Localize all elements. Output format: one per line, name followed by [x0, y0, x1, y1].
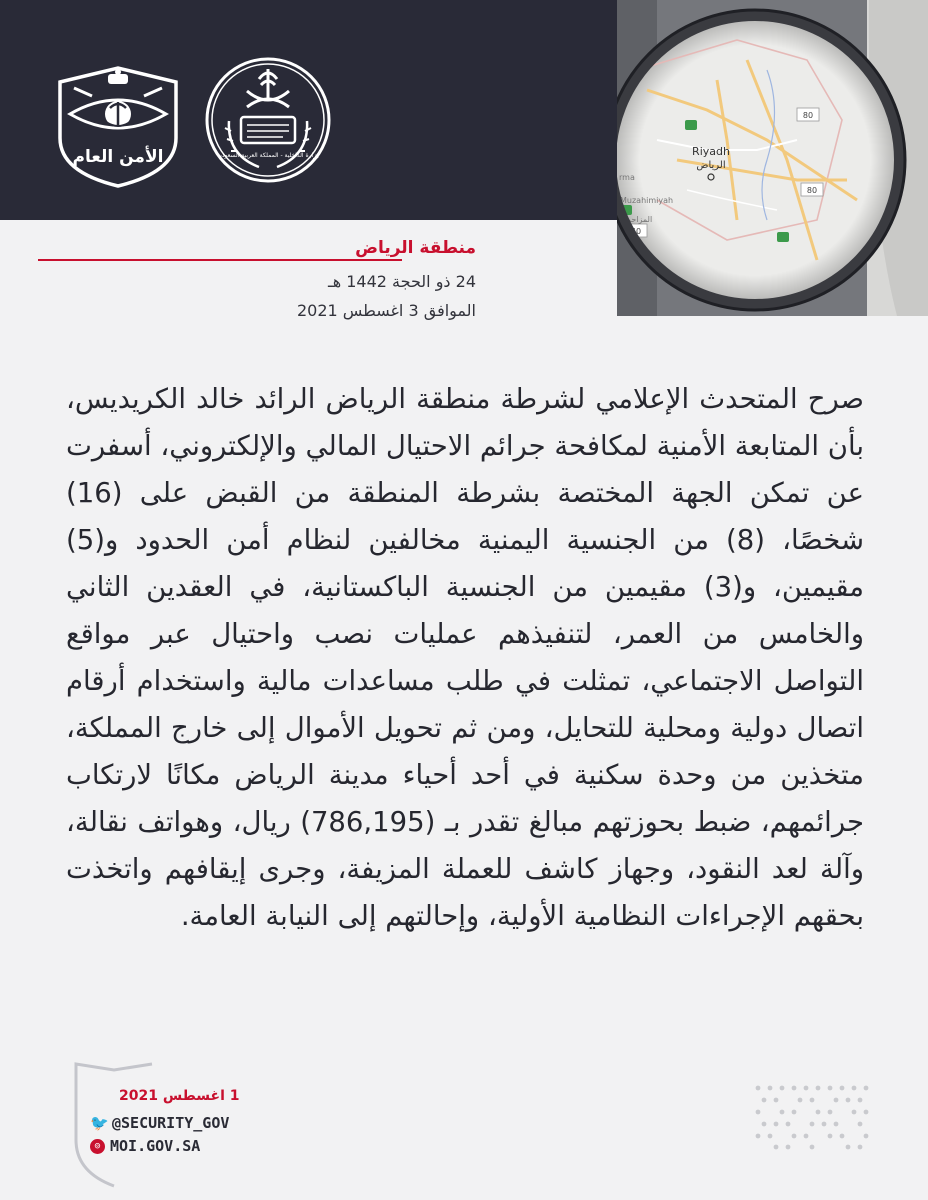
map-road-label-3: 40: [630, 227, 642, 236]
map-place-label-1: Muzahimiyah: [620, 196, 674, 205]
globe-icon: ◎: [90, 1139, 105, 1154]
decorative-dot-pattern: [748, 1080, 878, 1152]
twitter-handle-row[interactable]: [90, 1113, 229, 1133]
moi-logo: [203, 55, 333, 185]
map-road-label-1: 80: [802, 111, 814, 120]
twitter-icon: 🐦: [90, 1113, 109, 1132]
date-hijri: 24 ذو الحجة 1442 هـ: [328, 272, 476, 291]
public-security-logo-text: الأمن العام: [72, 147, 164, 167]
public-security-logo: [52, 60, 184, 190]
map-city-label-en: Riyadh: [692, 145, 730, 158]
footer-date: 1 اغسطس 2021: [119, 1088, 240, 1104]
date-gregorian: الموافق 3 اغسطس 2021: [296, 301, 476, 320]
map-road-label-2: 80: [806, 186, 818, 195]
statement-body: صرح المتحدث الإعلامي لشرطة منطقة الرياض الرائد خالد الكريديس، بأن المتابعة الأمنية لمكافحة جرائم الاحتيال المالي والإلكتروني، أسفرت عن تمكن الجهة المختصة بشرطة المنطقة من القبض على (16) شخصًا، (8) من الجنسية اليمنية مخالفين لنظام أمن الحدود و(5) مقيمين، و(3) مقيمين من الجنسية الباكستانية، في العقدين الثاني والخامس من العمر، لتنفيذهم عمليات نصب واحتيال عبر مواقع التواصل الاجتماعي، تمثلت في طلب مساعدات مالية واستخدام أرقام اتصال دولية ومحلية للتحايل، ومن ثم تحويل الأموال إلى خارج المملكة، متخذين من وحدة سكنية في أحد أحياء مدينة الرياض مكانًا لارتكاب جرائمهم، ضبط بحوزتهم مبالغ تقدر بـ (786,195) ريال، وهواتف نقالة، وآلة لعد النقود، وجهاز كاشف للعملة المزيفة، وجرى إيقافهم واتخذت بحقهم الإجراءات النظامية الأولية، وإحالتهم إلى النيابة العامة.: [66, 383, 864, 932]
twitter-handle[interactable]: @SECURITY_GOV: [112, 1114, 230, 1132]
region-title: منطقة الرياض: [355, 238, 476, 258]
website-row[interactable]: [90, 1136, 200, 1156]
map-place-label-2: المزاحمية: [620, 215, 653, 224]
website-link[interactable]: MOI.GOV.SA: [110, 1137, 201, 1155]
map-city-label-ar: الرياض: [696, 160, 726, 171]
map-place-label-3: rma: [619, 173, 635, 182]
moi-logo-text: وزارة الداخلية - المملكة العربية السعودية: [217, 152, 319, 159]
map-magnifier-photo: [617, 0, 928, 316]
header-divider: [38, 259, 402, 261]
